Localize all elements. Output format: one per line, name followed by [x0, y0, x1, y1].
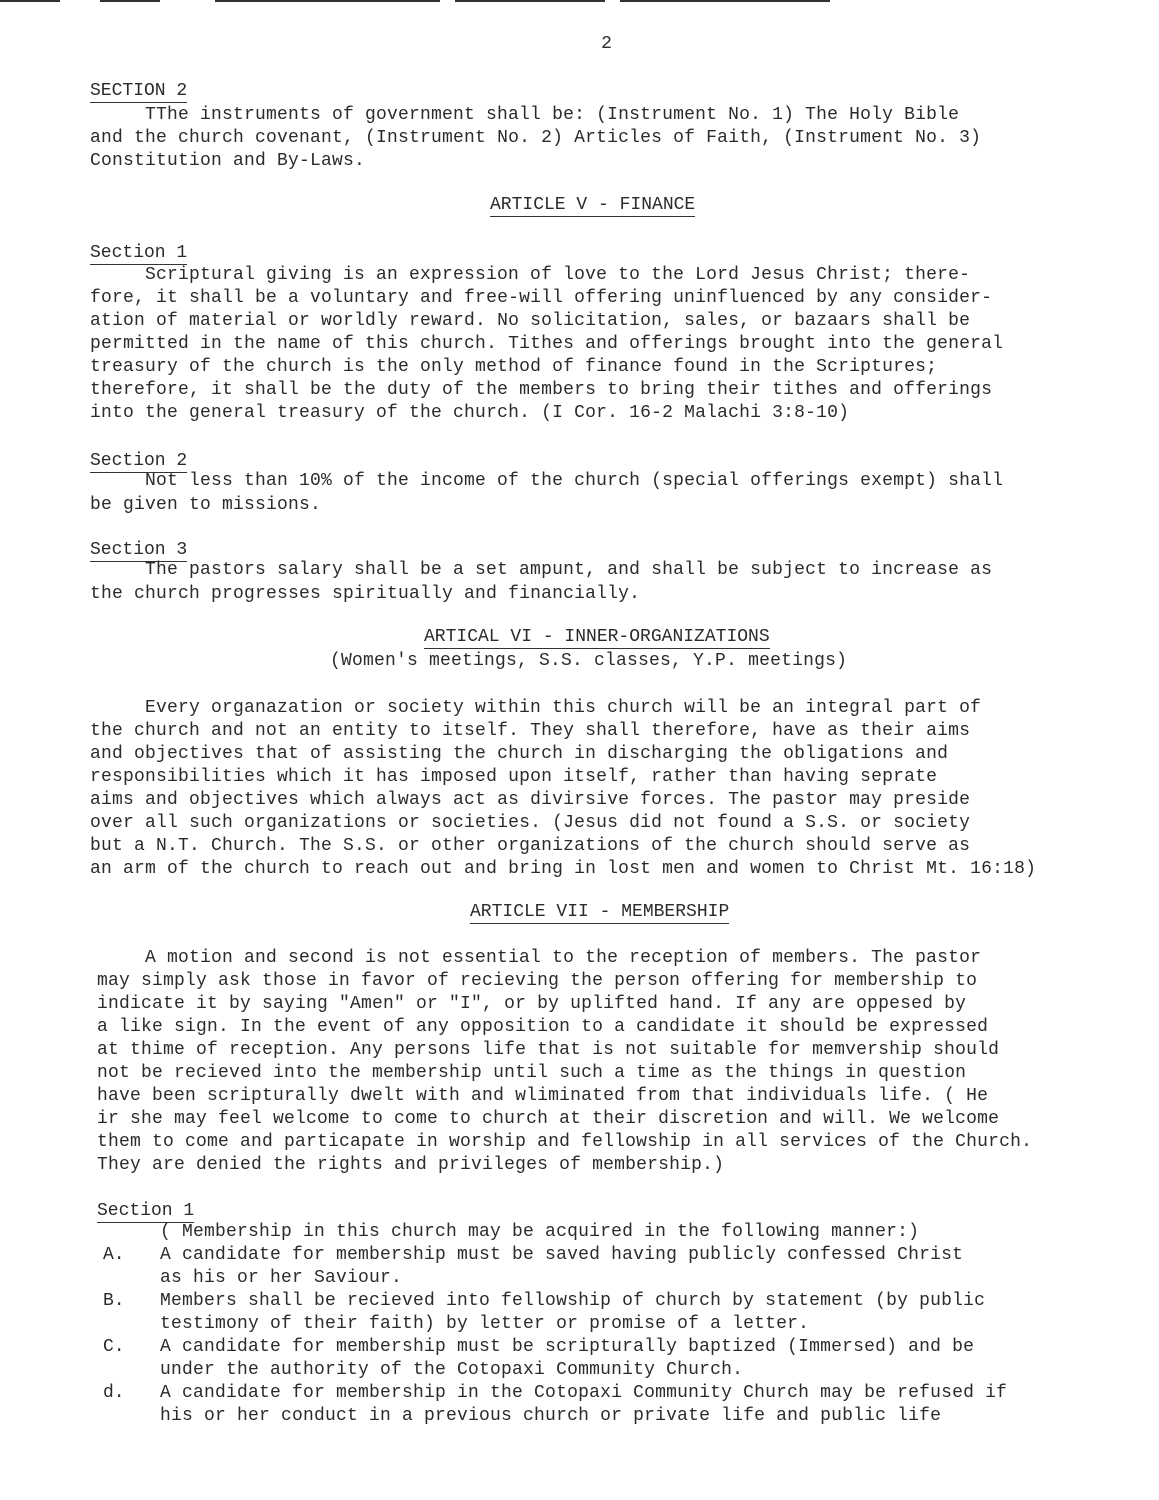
list-marker: B. — [103, 1291, 125, 1311]
paragraph-line: aims and objectives which always act as divirsive forces. The pastor may preside — [90, 790, 971, 810]
paragraph-line: not be recieved into the membership until such a time as the things in question — [97, 1063, 967, 1083]
article-subtitle: (Women's meetings, S.S. classes, Y.P. meetings) — [330, 651, 848, 671]
paragraph-line: an arm of the church to reach out and bring in lost men and women to Christ Mt. 16:18) — [90, 859, 1037, 879]
paragraph-line: indicate it by saying "Amen" or "I", or by uplifted hand. If any are oppesed by — [97, 994, 967, 1014]
top-rule — [215, 0, 440, 2]
paragraph-line: The pastors salary shall be a set ampunt, and shall be subject to increase as — [145, 560, 993, 580]
paragraph-line: be given to missions. — [90, 495, 322, 515]
paragraph-line: into the general treasury of the church. (I Cor. 16-2 Malachi 3:8-10) — [90, 403, 850, 423]
paragraph-line: TThe instruments of government shall be: (Instrument No. 1) The Holy Bible — [145, 105, 960, 125]
list-item-line: A candidate for membership in the Cotopaxi Community Church may be refused if — [160, 1383, 1008, 1403]
list-item-line: as his or her Saviour. — [160, 1268, 403, 1288]
article-heading: ARTICLE V - FINANCE — [490, 195, 696, 215]
list-marker: A. — [103, 1245, 125, 1265]
paragraph-line: Scriptural giving is an expression of love to the Lord Jesus Christ; there- — [145, 265, 971, 285]
section-heading: Section 1 — [90, 243, 188, 263]
list-item-line: testimony of their faith) by letter or promise of a letter. — [160, 1314, 810, 1334]
page-number: 2 — [601, 34, 612, 54]
paragraph-line: but a N.T. Church. The S.S. or other organizations of the church should serve as — [90, 836, 971, 856]
top-rule — [100, 0, 160, 2]
paragraph-line: permitted in the name of this church. Tithes and offerings brought into the general — [90, 334, 1004, 354]
top-rule — [455, 0, 605, 2]
paragraph-line: the church progresses spiritually and financially. — [90, 584, 641, 604]
section-heading: Section 1 — [97, 1201, 195, 1221]
paragraph-line: a like sign. In the event of any opposition to a candidate it should be expressed — [97, 1017, 989, 1037]
article-heading: ARTICLE VII - MEMBERSHIP — [470, 902, 730, 922]
paragraph-line: have been scripturally dwelt with and wliminated from that individuals life. ( He — [97, 1086, 989, 1106]
paragraph-line: and objectives that of assisting the church in discharging the obligations and — [90, 744, 949, 764]
paragraph-line: at thime of reception. Any persons life that is not suitable for memvership should — [97, 1040, 1000, 1060]
list-item-line: A candidate for membership must be scripturally baptized (Immersed) and be — [160, 1337, 975, 1357]
list-item-line: Members shall be recieved into fellowship of church by statement (by public — [160, 1291, 986, 1311]
paragraph-line: treasury of the church is the only method of finance found in the Scriptures; — [90, 357, 938, 377]
section-intro: ( Membership in this church may be acquired in the following manner:) — [160, 1222, 920, 1242]
list-item-line: his or her conduct in a previous church or private life and public life — [160, 1406, 942, 1426]
section-heading: Section 2 — [90, 451, 188, 471]
list-marker: C. — [103, 1337, 125, 1357]
paragraph-line: the church and not an entity to itself. They shall therefore, have as their aims — [90, 721, 971, 741]
list-item-line: under the authority of the Cotopaxi Community Church. — [160, 1360, 744, 1380]
article-heading: ARTICAL VI - INNER-ORGANIZATIONS — [424, 627, 770, 647]
paragraph-line: may simply ask those in favor of recieving the person offering for membership to — [97, 971, 978, 991]
top-rule — [620, 0, 830, 2]
paragraph-line: and the church covenant, (Instrument No. 2) Articles of Faith, (Instrument No. 3) — [90, 128, 982, 148]
section-heading: Section 3 — [90, 540, 188, 560]
paragraph-line: over all such organizations or societies. (Jesus did not found a S.S. or society — [90, 813, 971, 833]
top-rule — [0, 0, 60, 2]
paragraph-line: A motion and second is not essential to the reception of members. The pastor — [145, 948, 982, 968]
list-item-line: A candidate for membership must be saved having publicly confessed Christ — [160, 1245, 964, 1265]
paragraph-line: Every organazation or society within this church will be an integral part of — [145, 698, 982, 718]
list-marker: d. — [103, 1383, 125, 1403]
paragraph-line: ation of material or worldly reward. No solicitation, sales, or bazaars shall be — [90, 311, 971, 331]
paragraph-line: Not less than 10% of the income of the church (special offerings exempt) shall — [145, 471, 1004, 491]
section-heading: SECTION 2 — [90, 81, 188, 101]
paragraph-line: therefore, it shall be the duty of the members to bring their tithes and offerings — [90, 380, 993, 400]
paragraph-line: fore, it shall be a voluntary and free-will offering uninfluenced by any consider- — [90, 288, 993, 308]
paragraph-line: them to come and particapate in worship and fellowship in all services of the Church. — [97, 1132, 1033, 1152]
paragraph-line: ir she may feel welcome to come to church at their discretion and will. We welcome — [97, 1109, 1000, 1129]
paragraph-line: They are denied the rights and privileges of membership.) — [97, 1155, 725, 1175]
paragraph-line: Constitution and By-Laws. — [90, 151, 366, 171]
paragraph-line: responsibilities which it has imposed upon itself, rather than having seprate — [90, 767, 938, 787]
